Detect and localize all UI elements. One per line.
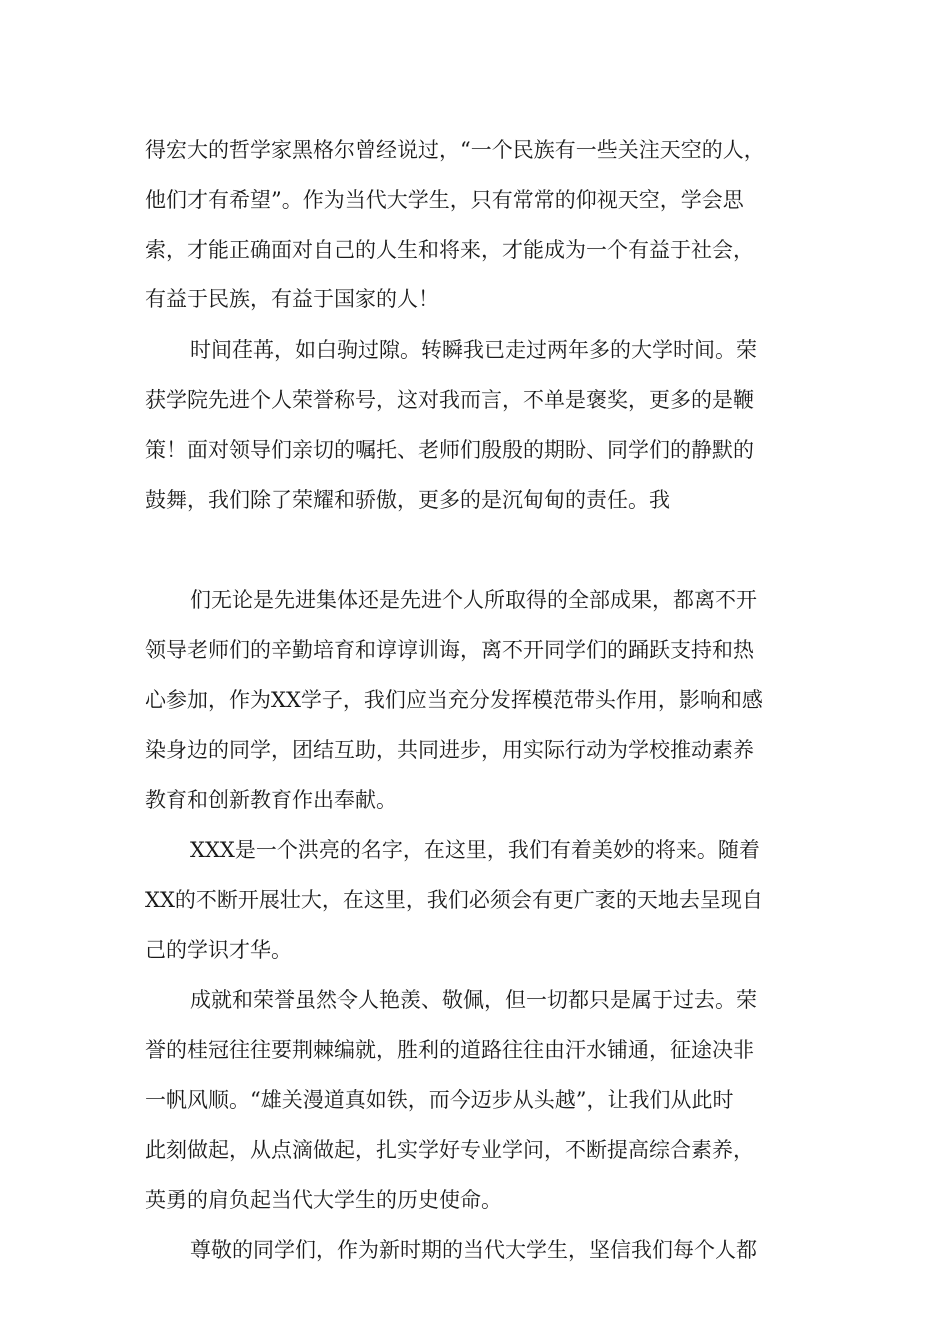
text-line: 领导老师们的辛勤培育和谆谆训诲，离不开同学们的踊跃支持和热 xyxy=(145,638,754,662)
text-line: 索，才能正确面对自己的人生和将来，才能成为一个有益于社会， xyxy=(145,238,754,262)
text-line: 此刻做起，从点滴做起，扎实学好专业学问，不断提高综合素养， xyxy=(145,1138,754,1162)
paragraph-first-line: XXX是一个洪亮的名字，在这里，我们有着美妙的将来。随着 xyxy=(190,838,760,862)
text-line: 教育和创新教育作出奉献。 xyxy=(145,788,397,812)
paragraph-first-line: 们无论是先进集体还是先进个人所取得的全部成果，都离不开 xyxy=(190,588,757,612)
text-line: XX的不断开展壮大，在这里，我们必须会有更广袤的天地去呈现自 xyxy=(145,888,763,912)
text-line: 心参加，作为XX学子，我们应当充分发挥模范带头作用，影响和感 xyxy=(145,688,763,712)
text-line: 一帆风顺。“雄关漫道真如铁，而今迈步从头越”，让我们从此时 xyxy=(145,1088,734,1112)
text-line: 他们才有希望”。作为当代大学生，只有常常的仰视天空，学会思 xyxy=(145,188,744,212)
text-line: 己的学识才华。 xyxy=(145,938,292,962)
text-line: 获学院先进个人荣誉称号，这对我而言，不单是褒奖，更多的是鞭 xyxy=(145,388,754,412)
text-line: 英勇的肩负起当代大学生的历史使命。 xyxy=(145,1188,502,1212)
text-line: 策！面对领导们亲切的嘱托、老师们殷殷的期盼、同学们的静默的 xyxy=(145,438,754,462)
text-line: 鼓舞，我们除了荣耀和骄傲，更多的是沉甸甸的责任。我 xyxy=(145,488,670,512)
text-line: 得宏大的哲学家黑格尔曾经说过，“一个民族有一些关注天空的人， xyxy=(145,138,765,162)
text-line: 有益于民族，有益于国家的人！ xyxy=(145,287,439,311)
paragraph-first-line: 时间荏苒，如白驹过隙。转瞬我已走过两年多的大学时间。荣 xyxy=(190,338,757,362)
paragraph-first-line: 尊敬的同学们，作为新时期的当代大学生，坚信我们每个人都 xyxy=(190,1238,757,1262)
paragraph-first-line: 成就和荣誉虽然令人艳羡、敬佩，但一切都只是属于过去。荣 xyxy=(190,988,757,1012)
text-line: 染身边的同学，团结互助，共同进步，用实际行动为学校推动素养 xyxy=(145,738,754,762)
text-line: 誉的桂冠往往要荆棘编就，胜利的道路往往由汗水铺通，征途决非 xyxy=(145,1038,754,1062)
